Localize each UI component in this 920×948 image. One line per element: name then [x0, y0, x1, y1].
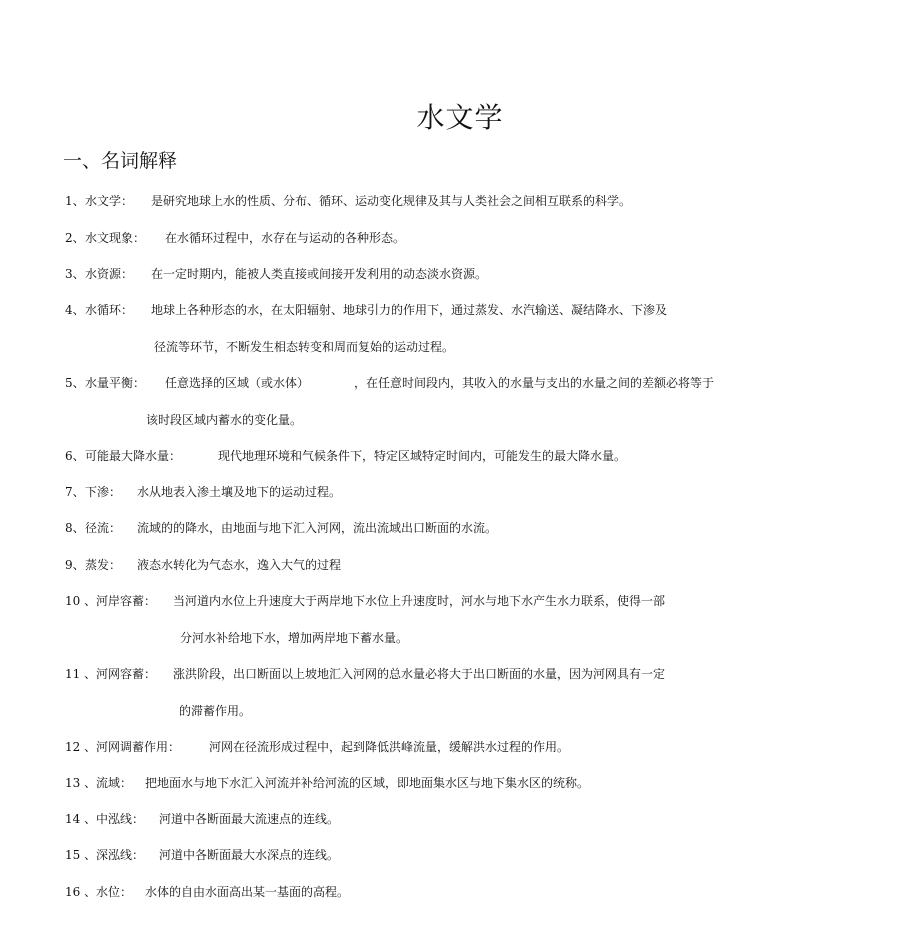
entry-term: 河网容蓄：	[96, 667, 157, 681]
entry-term: 水量平衡：	[85, 376, 146, 390]
entry-definition: 水体的自由水面高出某一基面的高程。	[145, 885, 350, 899]
entry-number: 4、	[65, 303, 85, 317]
entry-term: 水资源：	[85, 267, 134, 281]
entry-definition-continued: 该时段区域内蓄水的变化量。	[146, 413, 303, 427]
entry-definition: 现代地理环境和气候条件下，特定区域特定时间内，可能发生的最大降水量。	[218, 449, 627, 463]
entry-term: 中泓线：	[96, 812, 145, 826]
entry-term: 深泓线：	[96, 848, 145, 862]
entry-term: 水文现象：	[85, 231, 146, 245]
entry-term: 河岸容蓄：	[96, 594, 157, 608]
entry-definition: 河道中各断面最大水深点的连线。	[159, 848, 340, 862]
entry-number: 2、	[65, 231, 85, 245]
entry-number: 14 、	[65, 812, 97, 826]
entry-number: 9、	[65, 558, 85, 572]
entry-term: 河网调蓄作用：	[96, 740, 181, 754]
entry-definition-continued: 的滞蓄作用。	[179, 704, 252, 718]
entry-term: 蒸发：	[85, 558, 122, 572]
entry-definition: 地球上各种形态的水，在太阳辐射、地球引力的作用下，通过蒸发、水汽输送、凝结降水、下渗及	[151, 303, 668, 317]
entry-term: 水循环：	[85, 303, 134, 317]
section-heading: 一、名词解释	[63, 150, 178, 172]
entry-definition-continued: 分河水补给地下水，增加两岸地下蓄水量。	[180, 631, 409, 645]
entry-term: 水位：	[96, 885, 133, 899]
entry-definition: 流域的的降水，由地面与地下汇入河网，流出流域出口断面的水流。	[137, 521, 498, 535]
entry-definition-continued: 径流等环节，不断发生相态转变和周而复始的运动过程。	[154, 340, 455, 354]
entry-definition: 河道中各断面最大流速点的连线。	[159, 812, 340, 826]
entry-definition: 水从地表入渗土壤及地下的运动过程。	[137, 485, 342, 499]
entry-number: 13 、	[65, 776, 97, 790]
entry-definition: 在一定时期内，能被人类直接或间接开发利用的动态淡水资源。	[151, 267, 488, 281]
entry-term: 流域：	[96, 776, 133, 790]
entry-definition: 涨洪阶段，出口断面以上坡地汇入河网的总水量必将大于出口断面的水量，因为河网具有一定	[173, 667, 666, 681]
entry-number: 10 、	[65, 594, 97, 608]
entry-term: 下渗：	[85, 485, 122, 499]
entry-number: 5、	[65, 376, 85, 390]
entry-number: 16 、	[65, 885, 97, 899]
entry-number: 15 、	[65, 848, 97, 862]
entry-number: 8、	[65, 521, 85, 535]
entry-number: 1、	[65, 194, 85, 208]
entry-definition: 液态水转化为气态水，逸入大气的过程	[137, 558, 342, 572]
entry-definition: 当河道内水位上升速度大于两岸地下水位上升速度时，河水与地下水产生水力联系，使得一部	[173, 594, 666, 608]
entry-definition-part: ，在任意时间段内，其收入的水量与支出的水量之间的差额必将等于	[354, 376, 715, 390]
entry-term: 可能最大降水量：	[85, 449, 182, 463]
entry-definition: 是研究地球上水的性质、分布、循环、运动变化规律及其与人类社会之间相互联系的科学。	[151, 194, 632, 208]
entry-number: 7、	[65, 485, 85, 499]
entry-number: 6、	[65, 449, 85, 463]
entry-definition: 河网在径流形成过程中，起到降低洪峰流量，缓解洪水过程的作用。	[209, 740, 570, 754]
page-title: 水文学	[416, 101, 504, 134]
entry-term: 径流：	[85, 521, 122, 535]
entry-definition: 在水循环过程中，水存在与运动的各种形态。	[165, 231, 406, 245]
entry-number: 3、	[65, 267, 85, 281]
entry-definition: 任意选择的区域（或水体）	[165, 376, 310, 390]
entry-definition: 把地面水与地下水汇入河流并补给河流的区域，即地面集水区与地下集水区的统称。	[145, 776, 590, 790]
entry-number: 12 、	[65, 740, 97, 754]
entry-number: 11 、	[65, 667, 97, 681]
entry-term: 水文学：	[85, 194, 134, 208]
